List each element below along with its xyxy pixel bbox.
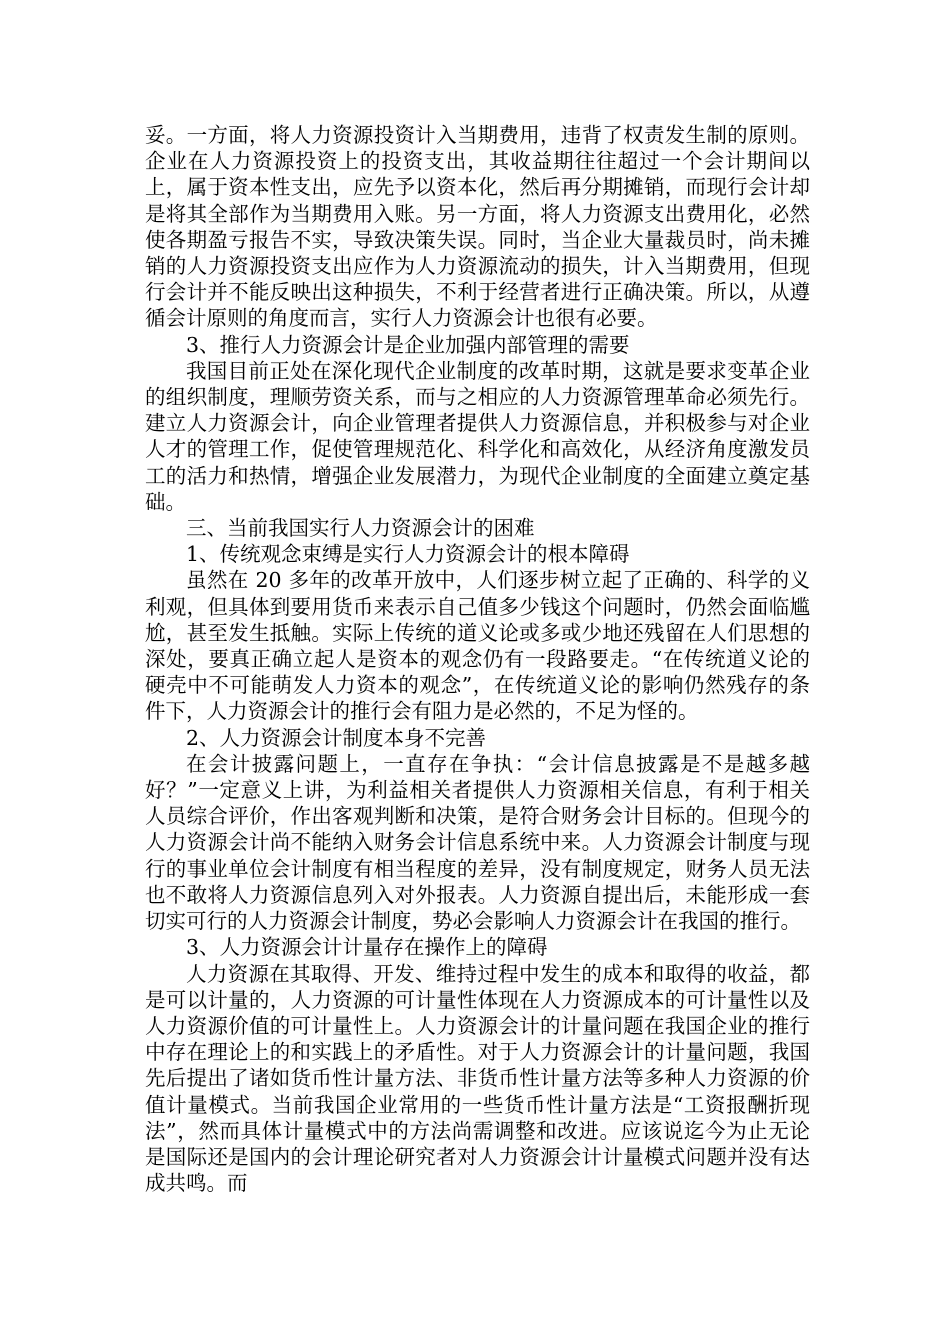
- heading-traditional-concepts: 1、传统观念束缚是实行人力资源会计的根本障碍: [186, 542, 630, 567]
- paragraph-traditional-concepts: 虽然在 20 多年的改革开放中，人们逐步树立起了正确的、科学的义利观，但具体到要用货币来表示自己值多少钱这个问题时，仍然会面临尴尬，甚至发生抵触。实际上传统的道义论或多或少地还残留在人们思想的深处，要真正确立起人是资本的观念仍有一段路要走。“在传统道义论的硬壳中不可能萌发人力资本的观念”，在传统道义论的影响仍然残存的条件下，人力资源会计的推行会有阻力是必然的，不足为怪的。: [145, 568, 810, 724]
- paragraph-system-incomplete: 在会计披露问题上，一直存在争执：“会计信息披露是不是越多越好？”一定意义上讲，为利益相关者提供人力资源相关信息，有利于相关人员综合评价，作出客观判断和决策，是符合财务会计目标的。但现今的人力资源会计尚不能纳入财务会计信息系统中来。人力资源会计制度与现行的事业单位会计制度有相当程度的差异，没有制度规定，财务人员无法也不敢将人力资源信息列入对外报表。人力资源自提出后，未能形成一套切实可行的人力资源会计制度，势必会影响人力资源会计在我国的推行。: [145, 751, 810, 934]
- paragraph-accounting-principle: 妥。一方面，将人力资源投资计入当期费用，违背了权责发生制的原则。企业在人力资源投资上的投资支出，其收益期往往超过一个会计期间以上，属于资本性支出，应先予以资本化，然后再分期摊销，而现行会计却是将其全部作为当期费用入账。另一方面，将人力资源支出费用化，必然使各期盈亏报告不实，导致决策失误。同时，当企业大量裁员时，尚未摊销的人力资源投资支出应作为人力资源流动的损失，计入当期费用，但现行会计并不能反映出这种损失，不利于经营者进行正确决策。所以，从遵循会计原则的角度而言，实行人力资源会计也很有必要。: [145, 123, 810, 331]
- paragraph-measurement-obstacles: 人力资源在其取得、开发、维持过程中发生的成本和取得的收益，都是可以计量的，人力资源的可计量性体现在人力资源成本的可计量性以及人力资源价值的可计量性上。人力资源会计的计量问题在我国企业的推行中存在理论上的和实践上的矛盾性。对于人力资源会计的计量问题，我国先后提出了诸如货币性计量方法、非货币性计量方法等多种人力资源的价值计量模式。当前我国企业常用的一些货币性计量方法是“工资报酬折现法”，然而具体计量模式中的方法尚需调整和改进。应该说迄今为止无论是国际还是国内的会计理论研究者对人力资源会计计量模式问题并没有达成共鸣。而: [145, 961, 810, 1196]
- heading-system-incomplete: 2、人力资源会计制度本身不完善: [186, 725, 487, 750]
- heading-internal-management: 3、推行人力资源会计是企业加强内部管理的需要: [186, 332, 630, 357]
- heading-measurement-obstacles: 3、人力资源会计计量存在操作上的障碍: [186, 935, 548, 960]
- section-heading-difficulties: 三、当前我国实行人力资源会计的困难: [186, 516, 535, 541]
- paragraph-internal-management: 我国目前正处在深化现代企业制度的改革时期，这就是要求变革企业的组织制度，理顺劳资关系，而与之相应的人力资源管理革命必须先行。建立人力资源会计，向企业管理者提供人力资源信息，并积极参与对企业人才的管理工作，促使管理规范化、科学化和高效化，从经济角度激发员工的活力和热情，增强企业发展潜力，为现代企业制度的全面建立奠定基础。: [145, 358, 810, 514]
- document-page: [145, 122, 810, 1196]
